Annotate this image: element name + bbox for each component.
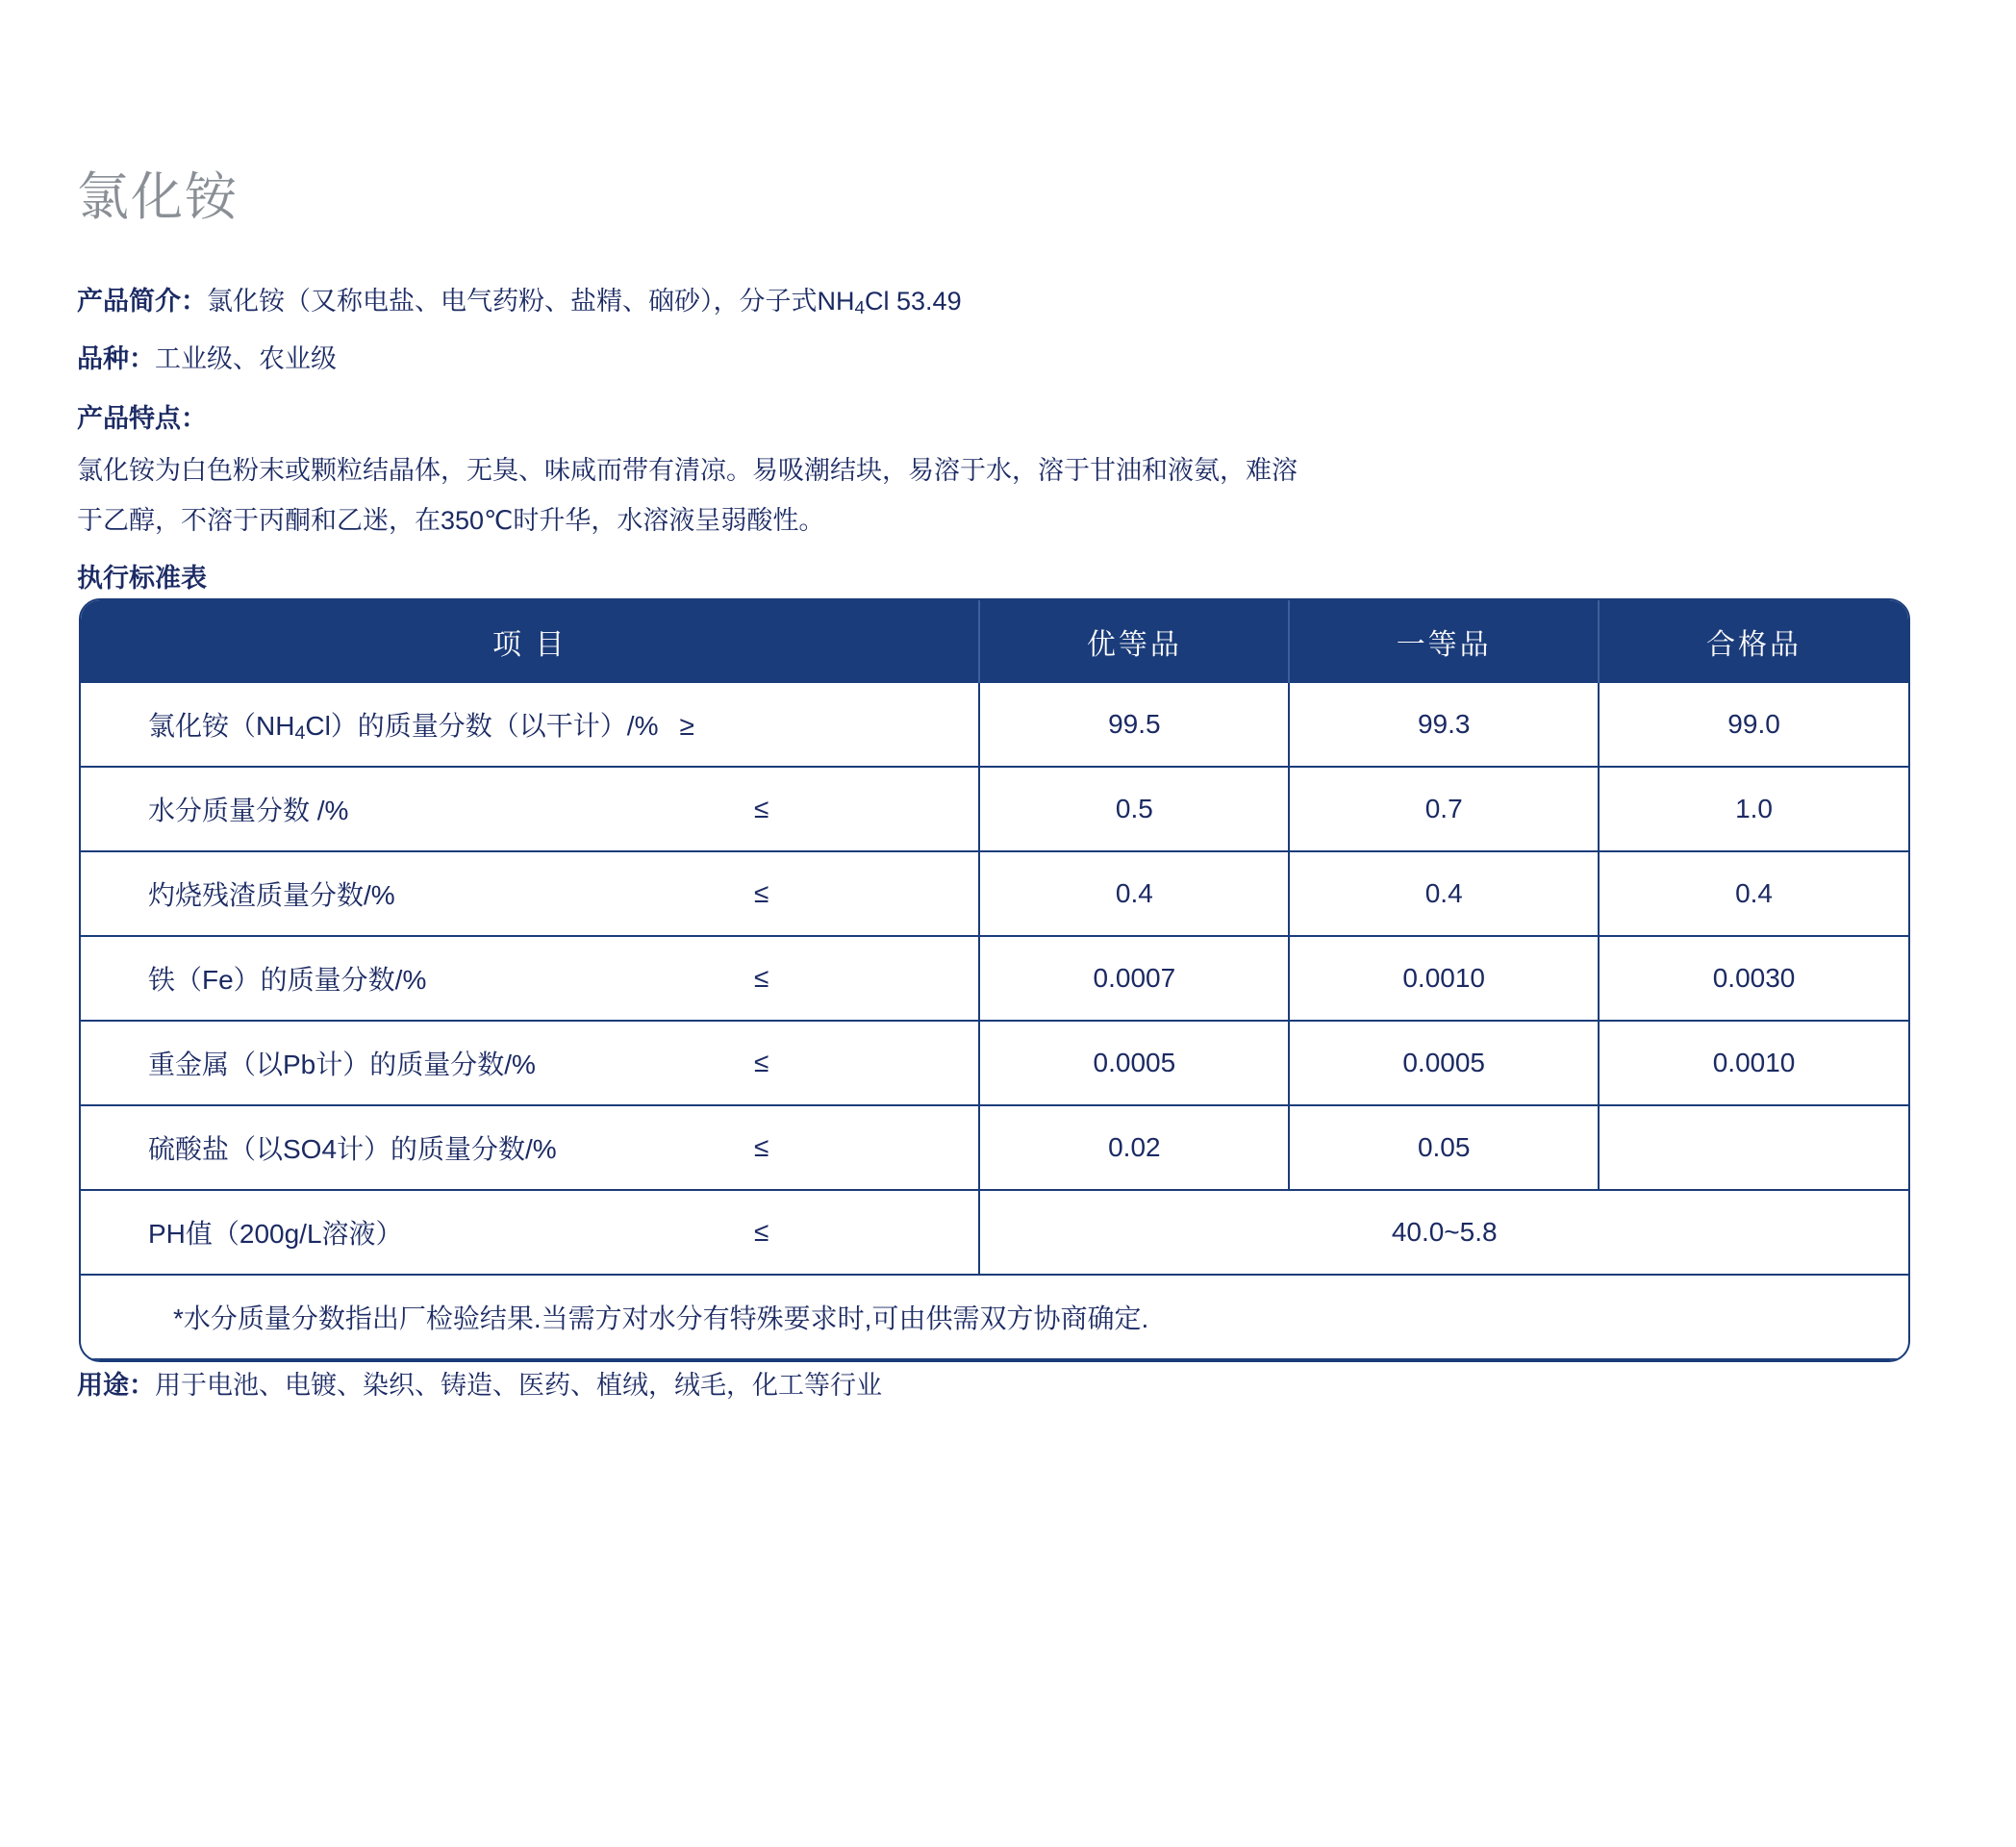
table-head xyxy=(81,600,1908,683)
row-value-qualified: 0.4 xyxy=(1599,851,1908,936)
row-item-label xyxy=(81,767,979,851)
row-operator: ≤ xyxy=(754,1048,769,1077)
product-intro-line xyxy=(77,274,1808,332)
row-value-qualified xyxy=(1599,1105,1908,1190)
table-row xyxy=(81,767,1908,851)
row-value-qualified: 99.0 xyxy=(1599,683,1908,767)
table-row xyxy=(81,683,1908,767)
row-operator: ≥ xyxy=(679,711,694,741)
row-value-first-grade: 0.4 xyxy=(1289,851,1599,936)
table-row xyxy=(81,1021,1908,1105)
row-item-text: PH值（200g/L溶液） xyxy=(148,1219,403,1249)
product-intro-text-before: 氯化铵（又称电盐、电气药粉、盐精、硇砂），分子式NH xyxy=(207,287,855,316)
row-item-text-before: 氯化铵（NH xyxy=(148,711,295,741)
variety-label: 品种： xyxy=(77,344,155,373)
row-item-label xyxy=(81,936,979,1021)
table-row-ph xyxy=(81,1190,1908,1275)
row-item-text: 重金属（以Pb计）的质量分数/% xyxy=(148,1050,536,1079)
features-body xyxy=(77,445,1577,545)
table-row xyxy=(81,851,1908,936)
row-value-premium: 0.0005 xyxy=(979,1021,1289,1105)
row-value-premium: 0.02 xyxy=(979,1105,1289,1190)
column-header-qualified: 合格品 xyxy=(1599,600,1908,683)
table-caption: 执行标准表 xyxy=(77,564,207,593)
features-label: 产品特点： xyxy=(77,404,207,433)
column-header-premium: 优等品 xyxy=(979,600,1289,683)
variety-text: 工业级、农业级 xyxy=(155,344,337,373)
table-footnote: *水分质量分数指出厂检验结果.当需方对水分有特殊要求时,可由供需双方协商确定. xyxy=(81,1275,1908,1359)
table-row xyxy=(81,1105,1908,1190)
row-item-subscript: 4 xyxy=(294,722,306,744)
row-operator: ≤ xyxy=(754,963,769,993)
row-value-first-grade: 0.7 xyxy=(1289,767,1599,851)
row-value-premium: 0.4 xyxy=(979,851,1289,936)
row-value-first-grade: 0.0010 xyxy=(1289,936,1599,1021)
spec-table xyxy=(81,600,1908,1360)
row-value-premium: 0.0007 xyxy=(979,936,1289,1021)
table-body xyxy=(81,683,1908,1359)
row-item-label xyxy=(81,1190,979,1275)
row-operator: ≤ xyxy=(754,794,769,823)
row-value-qualified: 0.0030 xyxy=(1599,936,1908,1021)
table-footnote-row xyxy=(81,1275,1908,1359)
usage-label: 用途： xyxy=(77,1371,155,1400)
row-value-first-grade: 0.0005 xyxy=(1289,1021,1599,1105)
features-line-2: 于乙醇，不溶于丙酮和乙迷，在350℃时升华，水溶液呈弱酸性。 xyxy=(77,506,825,535)
intro-block xyxy=(77,274,1808,603)
spec-table-container xyxy=(79,598,1910,1362)
row-item-text: 灼烧残渣质量分数/% xyxy=(148,880,395,910)
row-value-ph-all-grades: 40.0~5.8 xyxy=(979,1190,1908,1275)
product-intro-text-after: Cl 53.49 xyxy=(865,287,962,316)
column-header-item: 项 目 xyxy=(81,600,979,683)
table-header-row xyxy=(81,600,1908,683)
page-title: 氯化铵 xyxy=(77,168,239,227)
row-item-label xyxy=(81,851,979,936)
row-item-label xyxy=(81,1021,979,1105)
row-value-first-grade: 0.05 xyxy=(1289,1105,1599,1190)
row-value-qualified: 0.0010 xyxy=(1599,1021,1908,1105)
row-item-text: 水分质量分数 /% xyxy=(148,796,349,825)
row-value-first-grade: 99.3 xyxy=(1289,683,1599,767)
product-intro-subscript: 4 xyxy=(854,298,866,318)
table-row xyxy=(81,936,1908,1021)
row-item-label xyxy=(81,1105,979,1190)
features-line-1: 氯化铵为白色粉末或颗粒结晶体，无臭、味咸而带有清凉。易吸潮结块，易溶于水，溶于甘油和液氨，难溶 xyxy=(77,456,1298,485)
row-item-label xyxy=(81,683,979,767)
variety-line xyxy=(77,332,1808,386)
row-value-premium: 99.5 xyxy=(979,683,1289,767)
row-value-qualified: 1.0 xyxy=(1599,767,1908,851)
product-intro-label: 产品简介： xyxy=(77,287,207,316)
usage-line xyxy=(77,1368,882,1404)
row-item-text: 硫酸盐（以SO4计）的质量分数/% xyxy=(148,1134,557,1164)
row-item-text: 铁（Fe）的质量分数/% xyxy=(148,965,427,995)
usage-text: 用于电池、电镀、染织、铸造、医药、植绒，绒毛，化工等行业 xyxy=(155,1371,882,1400)
row-operator: ≤ xyxy=(754,1217,769,1247)
row-value-premium: 0.5 xyxy=(979,767,1289,851)
column-header-first-grade: 一等品 xyxy=(1289,600,1599,683)
row-operator: ≤ xyxy=(754,878,769,908)
row-item-text-after: Cl）的质量分数（以干计）/% xyxy=(305,711,659,741)
row-operator: ≤ xyxy=(754,1132,769,1162)
